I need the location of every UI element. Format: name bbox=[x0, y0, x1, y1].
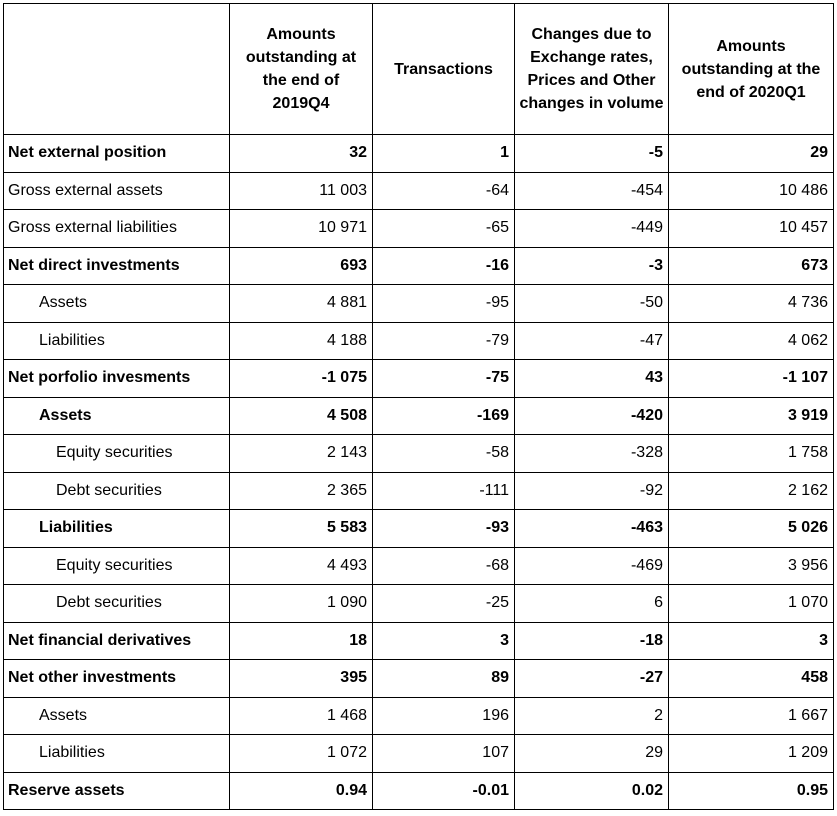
table-row bbox=[4, 660, 834, 698]
table-row bbox=[4, 697, 834, 735]
cell-changes: -47 bbox=[515, 322, 669, 360]
cell-transactions: -79 bbox=[373, 322, 515, 360]
header-row bbox=[4, 4, 834, 135]
cell-amounts-2019q4: 10 971 bbox=[230, 210, 373, 248]
header-amounts-2020q1: Amounts outstanding at the end of 2020Q1 bbox=[669, 4, 834, 135]
cell-changes: -469 bbox=[515, 547, 669, 585]
row-label: Gross external liabilities bbox=[4, 210, 230, 248]
row-label: Net porfolio invesments bbox=[4, 360, 230, 398]
cell-transactions: -68 bbox=[373, 547, 515, 585]
table-row bbox=[4, 585, 834, 623]
cell-changes: -18 bbox=[515, 622, 669, 660]
cell-amounts-2020q1: 3 bbox=[669, 622, 834, 660]
table-row bbox=[4, 210, 834, 248]
table-row bbox=[4, 735, 834, 773]
cell-transactions: 196 bbox=[373, 697, 515, 735]
cell-changes: -449 bbox=[515, 210, 669, 248]
row-label: Net direct investments bbox=[4, 247, 230, 285]
cell-amounts-2020q1: 0.95 bbox=[669, 772, 834, 810]
row-label: Reserve assets bbox=[4, 772, 230, 810]
cell-amounts-2020q1: 29 bbox=[669, 135, 834, 173]
table-row bbox=[4, 772, 834, 810]
cell-changes: 0.02 bbox=[515, 772, 669, 810]
cell-transactions: 3 bbox=[373, 622, 515, 660]
cell-amounts-2019q4: 11 003 bbox=[230, 172, 373, 210]
table-row bbox=[4, 622, 834, 660]
cell-amounts-2020q1: 2 162 bbox=[669, 472, 834, 510]
cell-amounts-2019q4: 4 493 bbox=[230, 547, 373, 585]
table-row bbox=[4, 285, 834, 323]
cell-transactions: -0.01 bbox=[373, 772, 515, 810]
cell-amounts-2020q1: 1 070 bbox=[669, 585, 834, 623]
cell-amounts-2020q1: 10 486 bbox=[669, 172, 834, 210]
cell-amounts-2019q4: 4 188 bbox=[230, 322, 373, 360]
external-position-table bbox=[3, 3, 834, 810]
row-label: Liabilities bbox=[4, 735, 230, 773]
table-row bbox=[4, 135, 834, 173]
cell-amounts-2020q1: 1 209 bbox=[669, 735, 834, 773]
cell-amounts-2020q1: 673 bbox=[669, 247, 834, 285]
table-row bbox=[4, 510, 834, 548]
header-transactions: Transactions bbox=[373, 4, 515, 135]
table-row bbox=[4, 397, 834, 435]
table-body bbox=[4, 135, 834, 810]
row-label: Gross external assets bbox=[4, 172, 230, 210]
cell-transactions: -25 bbox=[373, 585, 515, 623]
cell-amounts-2019q4: 18 bbox=[230, 622, 373, 660]
cell-changes: -454 bbox=[515, 172, 669, 210]
cell-amounts-2020q1: 3 956 bbox=[669, 547, 834, 585]
cell-changes: -5 bbox=[515, 135, 669, 173]
table-row bbox=[4, 360, 834, 398]
row-label: Liabilities bbox=[4, 322, 230, 360]
cell-amounts-2020q1: 3 919 bbox=[669, 397, 834, 435]
row-label: Liabilities bbox=[4, 510, 230, 548]
row-label: Assets bbox=[4, 397, 230, 435]
cell-amounts-2020q1: 4 062 bbox=[669, 322, 834, 360]
table-row bbox=[4, 172, 834, 210]
row-label: Net financial derivatives bbox=[4, 622, 230, 660]
table-row bbox=[4, 547, 834, 585]
cell-changes: 43 bbox=[515, 360, 669, 398]
external-position-table-container bbox=[3, 3, 834, 810]
cell-amounts-2019q4: 4 881 bbox=[230, 285, 373, 323]
cell-changes: -27 bbox=[515, 660, 669, 698]
table-row bbox=[4, 322, 834, 360]
table-row bbox=[4, 247, 834, 285]
cell-transactions: -93 bbox=[373, 510, 515, 548]
table-row bbox=[4, 435, 834, 473]
cell-amounts-2019q4: 0.94 bbox=[230, 772, 373, 810]
cell-amounts-2020q1: 1 758 bbox=[669, 435, 834, 473]
cell-amounts-2020q1: 458 bbox=[669, 660, 834, 698]
cell-amounts-2019q4: 1 468 bbox=[230, 697, 373, 735]
cell-changes: -420 bbox=[515, 397, 669, 435]
cell-transactions: -58 bbox=[373, 435, 515, 473]
cell-amounts-2019q4: 395 bbox=[230, 660, 373, 698]
cell-amounts-2019q4: 4 508 bbox=[230, 397, 373, 435]
cell-amounts-2020q1: 10 457 bbox=[669, 210, 834, 248]
cell-amounts-2019q4: -1 075 bbox=[230, 360, 373, 398]
cell-amounts-2019q4: 2 365 bbox=[230, 472, 373, 510]
cell-transactions: -95 bbox=[373, 285, 515, 323]
cell-amounts-2019q4: 693 bbox=[230, 247, 373, 285]
row-label: Net other investments bbox=[4, 660, 230, 698]
header-blank bbox=[4, 4, 230, 135]
row-label: Assets bbox=[4, 285, 230, 323]
cell-amounts-2020q1: 5 026 bbox=[669, 510, 834, 548]
cell-changes: -328 bbox=[515, 435, 669, 473]
cell-changes: -50 bbox=[515, 285, 669, 323]
cell-changes: -463 bbox=[515, 510, 669, 548]
header-amounts-2019q4: Amounts outstanding at the end of 2019Q4 bbox=[230, 4, 373, 135]
cell-transactions: -65 bbox=[373, 210, 515, 248]
header-changes: Changes due to Exchange rates, Prices and Other changes in volume bbox=[515, 4, 669, 135]
cell-transactions: -111 bbox=[373, 472, 515, 510]
cell-amounts-2020q1: -1 107 bbox=[669, 360, 834, 398]
cell-transactions: -169 bbox=[373, 397, 515, 435]
cell-changes: -3 bbox=[515, 247, 669, 285]
row-label: Assets bbox=[4, 697, 230, 735]
cell-changes: 6 bbox=[515, 585, 669, 623]
cell-amounts-2019q4: 1 072 bbox=[230, 735, 373, 773]
cell-amounts-2020q1: 1 667 bbox=[669, 697, 834, 735]
cell-transactions: -64 bbox=[373, 172, 515, 210]
row-label: Debt securities bbox=[4, 585, 230, 623]
cell-changes: -92 bbox=[515, 472, 669, 510]
cell-changes: 29 bbox=[515, 735, 669, 773]
cell-amounts-2019q4: 1 090 bbox=[230, 585, 373, 623]
cell-amounts-2019q4: 32 bbox=[230, 135, 373, 173]
cell-amounts-2019q4: 2 143 bbox=[230, 435, 373, 473]
cell-transactions: 89 bbox=[373, 660, 515, 698]
table-header bbox=[4, 4, 834, 135]
cell-transactions: -75 bbox=[373, 360, 515, 398]
cell-transactions: 1 bbox=[373, 135, 515, 173]
row-label: Net external position bbox=[4, 135, 230, 173]
row-label: Equity securities bbox=[4, 547, 230, 585]
cell-changes: 2 bbox=[515, 697, 669, 735]
cell-amounts-2020q1: 4 736 bbox=[669, 285, 834, 323]
cell-transactions: -16 bbox=[373, 247, 515, 285]
table-row bbox=[4, 472, 834, 510]
cell-transactions: 107 bbox=[373, 735, 515, 773]
row-label: Debt securities bbox=[4, 472, 230, 510]
cell-amounts-2019q4: 5 583 bbox=[230, 510, 373, 548]
row-label: Equity securities bbox=[4, 435, 230, 473]
